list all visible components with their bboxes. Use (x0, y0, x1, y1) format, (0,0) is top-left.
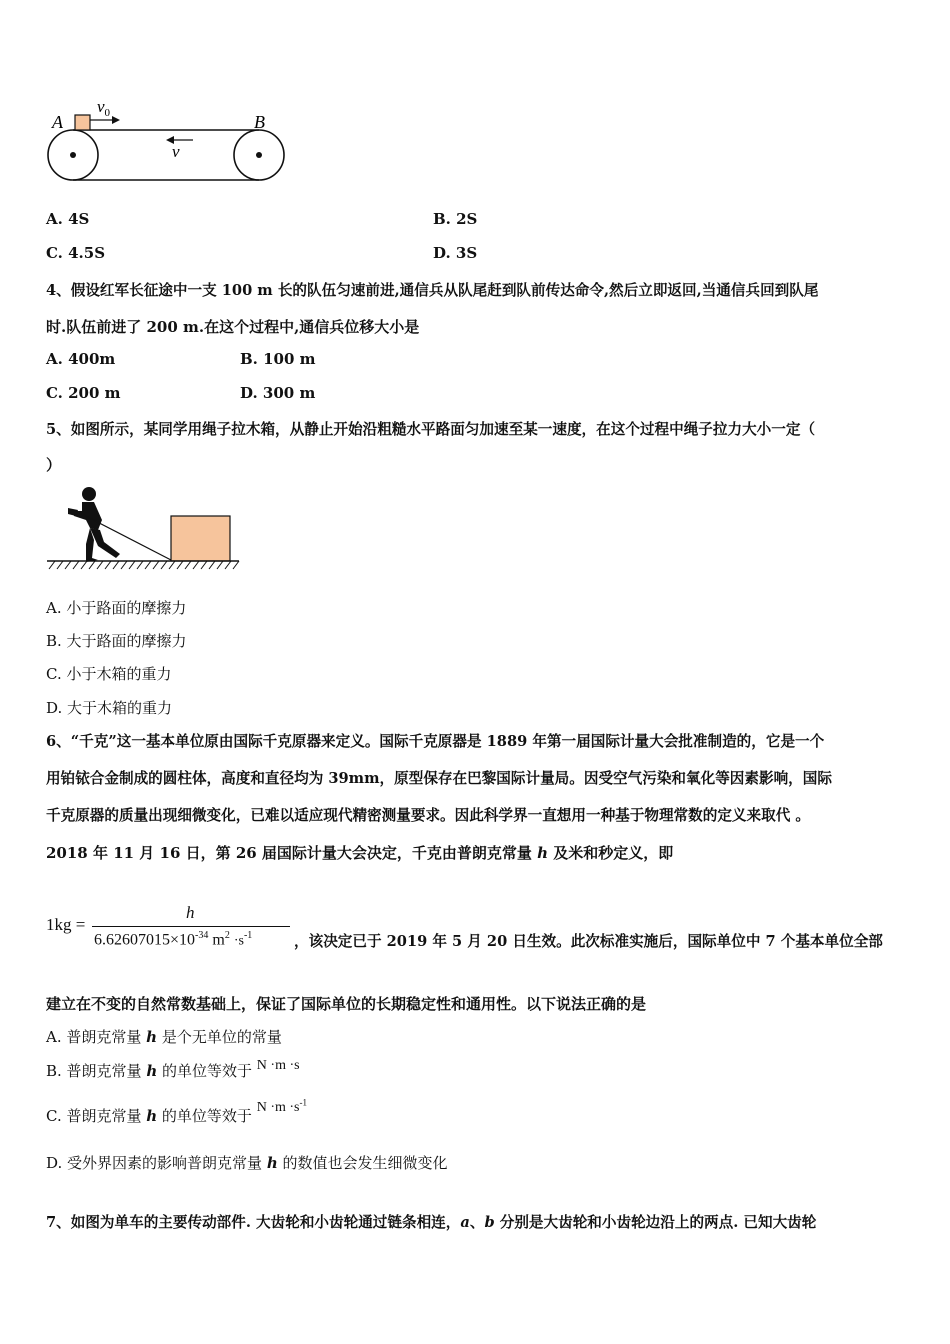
formula-after: ，该决定已于 2019 年 5 月 20 日生效。此次标准实施后，国际单位中 7 个基本单位全部 (294, 933, 883, 950)
fraction-bar (92, 926, 290, 927)
q6-opt-b-pre: B. 普朗克常量 (46, 1062, 147, 1080)
den-unit-exp: 2 (224, 930, 230, 941)
label-a: A (52, 112, 63, 132)
q5-option-b[interactable]: B. 大于路面的摩擦力 (46, 632, 187, 650)
block-a (75, 115, 90, 130)
q6-stem-line2: 用铂铱合金制成的圆柱体，高度和直径均为 39mm，原型保存在巴黎国际计量局。因受空气污染和氧化等因素影响，国际 (46, 770, 832, 787)
q6-stem-line6: 建立在不变的自然常数基础上，保证了国际单位的长期稳定性和通用性。以下说法正确的是 (46, 995, 647, 1013)
q6-option-c[interactable] (46, 1097, 307, 1126)
den-unit: m (212, 931, 225, 949)
q3-option-b[interactable]: B. 2S (433, 210, 478, 228)
label-v: v (172, 142, 180, 161)
q4-option-d[interactable]: D. 300 m (240, 384, 316, 402)
q6-opt-b-unit: N ·m ·s (256, 1058, 300, 1073)
label-b: B (254, 112, 265, 132)
den-exp: -34 (195, 930, 209, 941)
q6-opt-c-unit-base: N ·m ·s (256, 1100, 300, 1115)
q6-opt-a-post: 是个无单位的常量 (157, 1028, 282, 1046)
q6-line4-post: 及米和秒定义，即 (548, 844, 674, 862)
q4-stem-line2: 时.队伍前进了 200 m.在这个过程中,通信兵位移大小是 (46, 318, 420, 336)
q5-option-a[interactable]: A. 小于路面的摩擦力 (46, 599, 187, 617)
person-silhouette (68, 487, 120, 562)
q6-opt-d-post: 的数值也会发生细微变化 (277, 1154, 448, 1172)
person-pulling-box-figure (44, 480, 244, 575)
q7-line1-post: 分别是大齿轮和小齿轮边沿上的两点. 已知大齿轮 (494, 1214, 817, 1231)
q5-option-d[interactable]: D. 大于木箱的重力 (46, 699, 173, 717)
right-axle (256, 152, 262, 158)
q5-stem-line2: ） (46, 456, 62, 474)
q6-opt-b-post: 的单位等效于 (157, 1062, 253, 1080)
q6-stem-line3: 千克原器的质量出现细微变化，已难以适应现代精密测量要求。因此科学界一直想用一种基于物理常数的定义来取代 。 (46, 807, 810, 824)
q6-option-a[interactable] (46, 1026, 282, 1047)
q4-stem-line1: 4、假设红军长征途中一支 100 m 长的队伍匀速前进,通信兵从队尾赶到队前传达命令,然后立即返回,当通信兵回到队尾 (46, 282, 819, 299)
q6-opt-c-unit (256, 1097, 307, 1115)
q7-line1-pre: 7、如图为单车的主要传动部件. 大齿轮和小齿轮通过链条相连， (46, 1214, 461, 1231)
q6-opt-c-pre: C. 普朗克常量 (46, 1107, 147, 1125)
formula-numerator: h (186, 903, 195, 922)
q6-opt-d-h: h (266, 1154, 278, 1172)
q6-opt-c-unit-exp: -1 (299, 1097, 307, 1108)
q6-option-d[interactable] (46, 1152, 448, 1173)
den-dot-s: ·s (233, 933, 244, 949)
q6-line4-pre: 2018 年 11 月 16 日，第 26 届国际计量大会决定，千克由普朗克常量 (46, 844, 538, 862)
wooden-box (171, 516, 230, 561)
ground-hatch (49, 561, 239, 569)
q5-option-c[interactable]: C. 小于木箱的重力 (46, 665, 172, 683)
q4-option-b[interactable]: B. 100 m (240, 350, 316, 368)
q3-option-a[interactable]: A. 4S (46, 210, 90, 228)
den-main: 6.62607015×10 (94, 931, 196, 949)
q5-stem-line1: 5、如图所示，某同学用绳子拉木箱，从静止开始沿粗糙水平路面匀加速至某一速度，在这个过程中绳子拉力大小一定（ (46, 421, 816, 438)
label-v0: $v_0$ (97, 97, 111, 119)
formula-lhs: 1kg = (46, 915, 86, 934)
q6-stem-line1: 6、“千克”这一基本单位原由国际千克原器来定义。国际千克原器是 1889 年第一届国际计量大会批准制造的，它是一个 (46, 733, 825, 750)
q6-opt-c-h: h (146, 1107, 158, 1125)
q6-opt-c-post: 的单位等效于 (157, 1107, 252, 1125)
q4-option-a[interactable]: A. 400m (46, 350, 116, 368)
q4-option-c[interactable]: C. 200 m (46, 384, 121, 402)
v0-arrowhead (112, 116, 120, 124)
q6-opt-a-pre: A. 普朗克常量 (46, 1028, 147, 1046)
q7-stem-line1 (46, 1211, 816, 1232)
q3-option-d[interactable]: D. 3S (433, 244, 478, 262)
den-s-exp: -1 (243, 930, 253, 941)
q6-option-b[interactable] (46, 1060, 300, 1081)
q6-opt-b-h: h (146, 1062, 158, 1080)
left-axle (70, 152, 76, 158)
q6-opt-a-h: h (146, 1028, 158, 1046)
q6-line4-h: h (537, 844, 549, 862)
formula-denominator (94, 930, 252, 949)
q6-opt-d-pre: D. 受外界因素的影响普朗克常量 (46, 1154, 267, 1172)
q3-option-c[interactable]: C. 4.5S (46, 244, 106, 262)
q6-stem-line4 (46, 842, 673, 863)
q7-line1-b: b (484, 1214, 495, 1231)
q7-line1-sep: 、 (469, 1214, 485, 1231)
q7-line1-a: a (460, 1214, 470, 1231)
conveyor-belt-figure (40, 95, 300, 190)
